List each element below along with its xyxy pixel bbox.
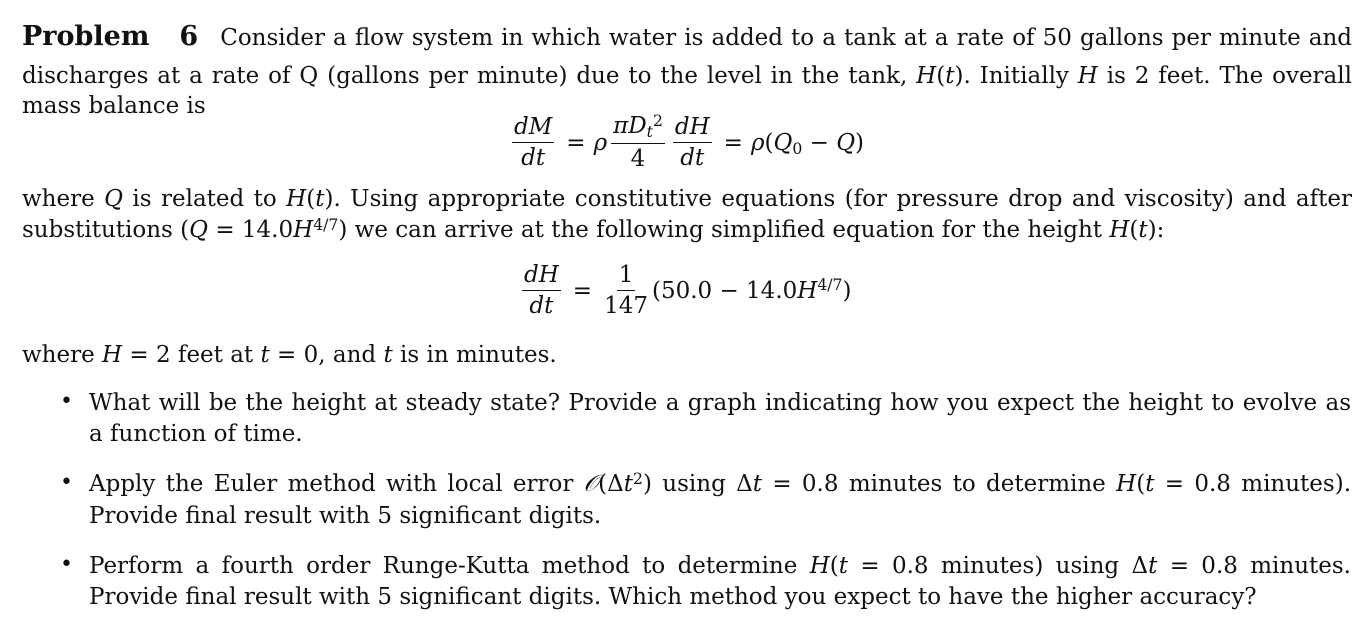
bullet-3-marker: • [60, 552, 73, 577]
bullet-2-line-2: Provide final result with 5 significant digits. [89, 503, 602, 529]
bullet-1-line-1: What will be the height at steady state? Provide a graph indicating how you expect the height to evolve as [89, 390, 1351, 416]
bullet-3-line-2: Provide final result with 5 significant digits. Which method you expect to have the higher accuracy? [89, 584, 1257, 610]
height-ode-equation: $\frac{dH}{dt}$ = $\frac{1}{147}$ $(50.0 - 14.0H^{4/7})$ [524, 262, 852, 319]
intro-line-1: Problem 6 Consider a flow system in which water is added to a tank at a rate of 50 gallons per minute and [22, 21, 1352, 52]
intro-line-3: mass balance is [22, 93, 206, 119]
problem-heading: Problem 6 [22, 21, 199, 52]
bullet-1-line-2: a function of time. [89, 421, 303, 447]
mass-balance-equation: $\frac{dM}{dt}$ = ρ $\frac{\pi D_t^2}{4}$ $\frac{dH}{dt}$ = $\rho(Q_0 - Q)$ [514, 110, 865, 172]
initial-condition-text: where H = 2 feet at t = 0, and t is in minutes. [22, 342, 557, 368]
after-eq1-line-1: where Q is related to H(t). Using appropriate constitutive equations (for pressure drop and viscosity) and after [22, 186, 1352, 212]
after-eq1-line-2: substitutions $(Q = 14.0H^{4/7})$ we can arrive at the following simplified equation for the height H(t): [22, 214, 1165, 243]
bullet-2-line-1: Apply the Euler method with local error $𝒪(\Delta t^2)$ using Δt = 0.8 minutes to determine H(t = 0.8 minutes). [89, 468, 1352, 497]
intro-line-2: discharges at a rate of Q (gallons per minute) due to the level in the tank, H(t). Initially H is 2 feet. The overall [22, 63, 1352, 89]
bullet-1-marker: • [60, 389, 73, 414]
bullet-2-marker: • [60, 470, 73, 495]
bullet-3-line-1: Perform a fourth order Runge-Kutta method to determine H(t = 0.8 minutes) using Δt = 0.8 minutes. [89, 553, 1351, 579]
